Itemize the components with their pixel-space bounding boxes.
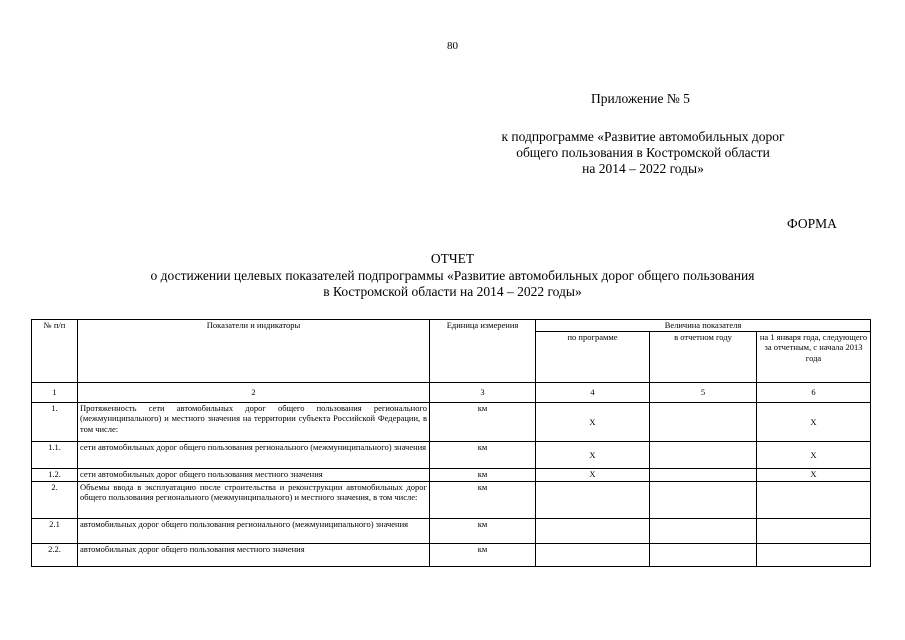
report-subtitle-line: о достижении целевых показателей подпрограммы «Развитие автомобильных дорог общего пользования: [150, 268, 755, 283]
row-num: 2.2.: [32, 544, 78, 567]
row-value-by-program: Х: [536, 442, 650, 469]
header-in-report-year: в отчетном году: [650, 332, 757, 383]
row-num: 1.1.: [32, 442, 78, 469]
row-name: сети автомобильных дорог общего пользования местного значения: [78, 469, 430, 482]
row-num: 1.: [32, 403, 78, 442]
column-number: 4: [536, 383, 650, 403]
table-row: [32, 519, 871, 544]
row-value-by-program: [536, 544, 650, 567]
row-value-report-year: [650, 442, 757, 469]
row-name: сети автомобильных дорог общего пользования регионального (межмуниципального) значения: [78, 442, 430, 469]
row-num: 1.2.: [32, 469, 78, 482]
row-value-report-year: [650, 482, 757, 519]
row-unit: км: [430, 519, 536, 544]
column-number: 6: [757, 383, 871, 403]
column-number: 1: [32, 383, 78, 403]
column-number: 2: [78, 383, 430, 403]
table-row: [32, 544, 871, 567]
table-row: [32, 482, 871, 519]
row-value-report-year: [650, 544, 757, 567]
header-num: № п/п: [32, 320, 78, 383]
report-subtitle-line: в Костромской области на 2014 – 2022 годы»: [323, 284, 582, 299]
row-unit: км: [430, 469, 536, 482]
row-unit: км: [430, 544, 536, 567]
row-value-by-program: Х: [536, 469, 650, 482]
row-name: Объемы ввода в эксплуатацию после строительства и реконструкции автомобильных дорог общего пользования регионального (межмуниципального) и местного значения, в том числе:: [78, 482, 430, 519]
row-value-report-year: [650, 403, 757, 442]
table-row: [32, 469, 871, 482]
table-row: [32, 403, 871, 442]
column-number: 3: [430, 383, 536, 403]
header-unit: Единица измерения: [430, 320, 536, 383]
row-value-by-program: Х: [536, 403, 650, 442]
row-value-by-program: [536, 519, 650, 544]
appendix-line: на 2014 – 2022 годы»: [582, 161, 704, 176]
row-name: автомобильных дорог общего пользования местного значения: [78, 544, 430, 567]
row-value-as-of-jan1: [757, 544, 871, 567]
row-name: автомобильных дорог общего пользования регионального (межмуниципального) значения: [78, 519, 430, 544]
row-num: 2.1: [32, 519, 78, 544]
row-unit: км: [430, 403, 536, 442]
row-value-report-year: [650, 519, 757, 544]
header-as-of-jan1: на 1 января года, следующего за отчетным, с начала 2013 года: [757, 332, 871, 383]
page-number: 80: [447, 40, 458, 52]
row-num: 2.: [32, 482, 78, 519]
indicators-table: [31, 319, 871, 567]
appendix-line: к подпрограмме «Развитие автомобильных дорог: [501, 129, 785, 144]
header-by-program: по программе: [536, 332, 650, 383]
row-unit: км: [430, 482, 536, 519]
row-value-by-program: [536, 482, 650, 519]
header-value: Величина показателя: [536, 320, 871, 332]
row-value-as-of-jan1: Х: [757, 442, 871, 469]
row-value-as-of-jan1: [757, 482, 871, 519]
row-value-as-of-jan1: Х: [757, 469, 871, 482]
appendix-line: общего пользования в Костромской области: [516, 145, 770, 160]
row-value-as-of-jan1: Х: [757, 403, 871, 442]
row-value-as-of-jan1: [757, 519, 871, 544]
appendix-number: Приложение № 5: [591, 91, 690, 106]
table-row: [32, 442, 871, 469]
row-unit: км: [430, 442, 536, 469]
row-value-report-year: [650, 469, 757, 482]
header-indicators: Показатели и индикаторы: [78, 320, 430, 383]
report-title: ОТЧЕТ: [430, 251, 475, 266]
row-name: Протяженность сети автомобильных дорог общего пользования регионального (межмуниципального) и местного значения на территории субъекта Российской Федерации, в том числе:: [78, 403, 430, 442]
form-label: ФОРМА: [787, 216, 837, 231]
column-number: 5: [650, 383, 757, 403]
